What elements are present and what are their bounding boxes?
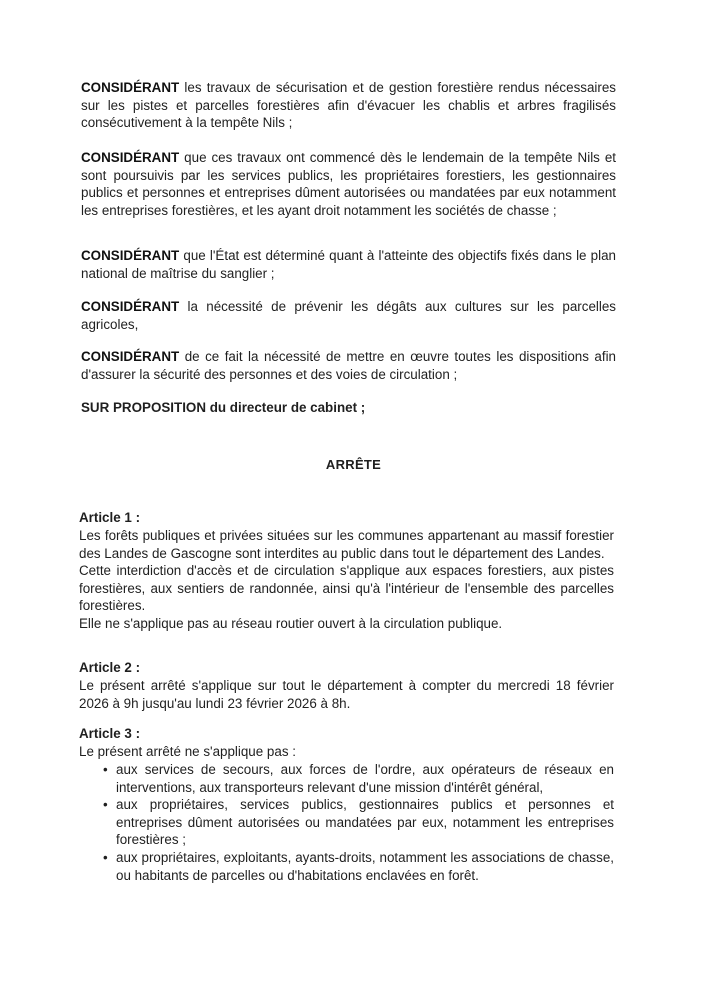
considerant-text: de ce fait la nécessité de mettre en œuvre toutes les dispositions afin d'assurer la sécurité des personnes et des voies de circulation ; [81, 349, 616, 382]
considerant-3 [81, 247, 616, 282]
considerant-text: que l'État est déterminé quant à l'atteinte des objectifs fixés dans le plan national de maîtrise du sanglier ; [81, 248, 616, 281]
article-paragraph: Le présent arrêté s'applique sur tout le département à compter du mercredi 18 février 2026 à 9h jusqu'au lundi 23 février 2026 à 8h. [79, 678, 614, 711]
article-1-body [79, 527, 614, 633]
considerant-text: la nécessité de prévenir les dégâts aux cultures sur les parcelles agricoles, [81, 299, 616, 332]
list-item [100, 849, 614, 884]
list-item [100, 761, 614, 796]
bullet-icon: • [103, 797, 108, 813]
considerant-text: que ces travaux ont commencé dès le lendemain de la tempête Nils et sont poursuivis par les services publics, les propriétaires forestiers, les gestionnaires publics et personnes et entreprises dûment autorisées ou mandatées par eux notamment les entreprises forestières, et les ayant droit notamment les sociétés de chasse ; [81, 150, 616, 218]
list-item [100, 796, 614, 849]
considerant-keyword: CONSIDÉRANT [81, 299, 180, 314]
article-paragraph: Cette interdiction d'accès et de circulation s'applique aux espaces forestiers, aux pistes forestières, aux sentiers de randonnée, ainsi qu'à l'intérieur de l'ensemble des parcelles forestières. [79, 563, 614, 614]
bullet-icon: • [103, 849, 108, 865]
article-3-title: Article 3 : [79, 726, 141, 741]
article-3-bullet-list [100, 761, 614, 884]
list-item-text: aux propriétaires, services publics, gestionnaires publics et personnes et entreprises dûment autorisées ou mandatées par eux, notamment les entreprises forestières ; [116, 797, 614, 848]
article-paragraph: Le présent arrêté ne s'applique pas : [79, 744, 296, 759]
considerant-4 [81, 298, 616, 333]
considerant-2 [81, 149, 616, 219]
article-1-title: Article 1 : [79, 510, 141, 525]
considerant-keyword: CONSIDÉRANT [81, 150, 180, 165]
article-2-body [79, 677, 614, 712]
article-2-title: Article 2 : [79, 660, 141, 675]
bullet-icon: • [103, 762, 108, 777]
article-paragraph: Les forêts publiques et privées situées sur les communes appartenant au massif forestier des Landes de Gascogne sont interdites au public dans tout le département des Landes. [79, 528, 614, 561]
considerant-keyword: CONSIDÉRANT [81, 349, 180, 364]
considerant-1 [81, 79, 616, 132]
considerant-keyword: CONSIDÉRANT [81, 80, 180, 95]
list-item-text: aux propriétaires, exploitants, ayants-droits, notamment les associations de chasse, ou habitants de parcelles ou d'habitations enclavées en forêt. [116, 849, 614, 883]
article-paragraph: Elle ne s'applique pas au réseau routier ouvert à la circulation publique. [79, 615, 503, 631]
considerant-text: les travaux de sécurisation et de gestion forestière rendus nécessaires sur les pistes et parcelles forestières afin d'évacuer les chablis et arbres fragilisés consécutivement à la tempête Nils ; [81, 80, 616, 130]
considerant-keyword: CONSIDÉRANT [81, 248, 180, 263]
proposal-line: SUR PROPOSITION du directeur de cabinet ; [81, 400, 366, 415]
arrete-heading: ARRÊTE [325, 457, 382, 472]
considerant-5 [81, 348, 616, 383]
list-item-text: aux services de secours, aux forces de l'ordre, aux opérateurs de réseaux en interventions, aux transporteurs relevant d'une mission d'intérêt général, [116, 762, 614, 795]
article-3-intro [79, 743, 614, 761]
